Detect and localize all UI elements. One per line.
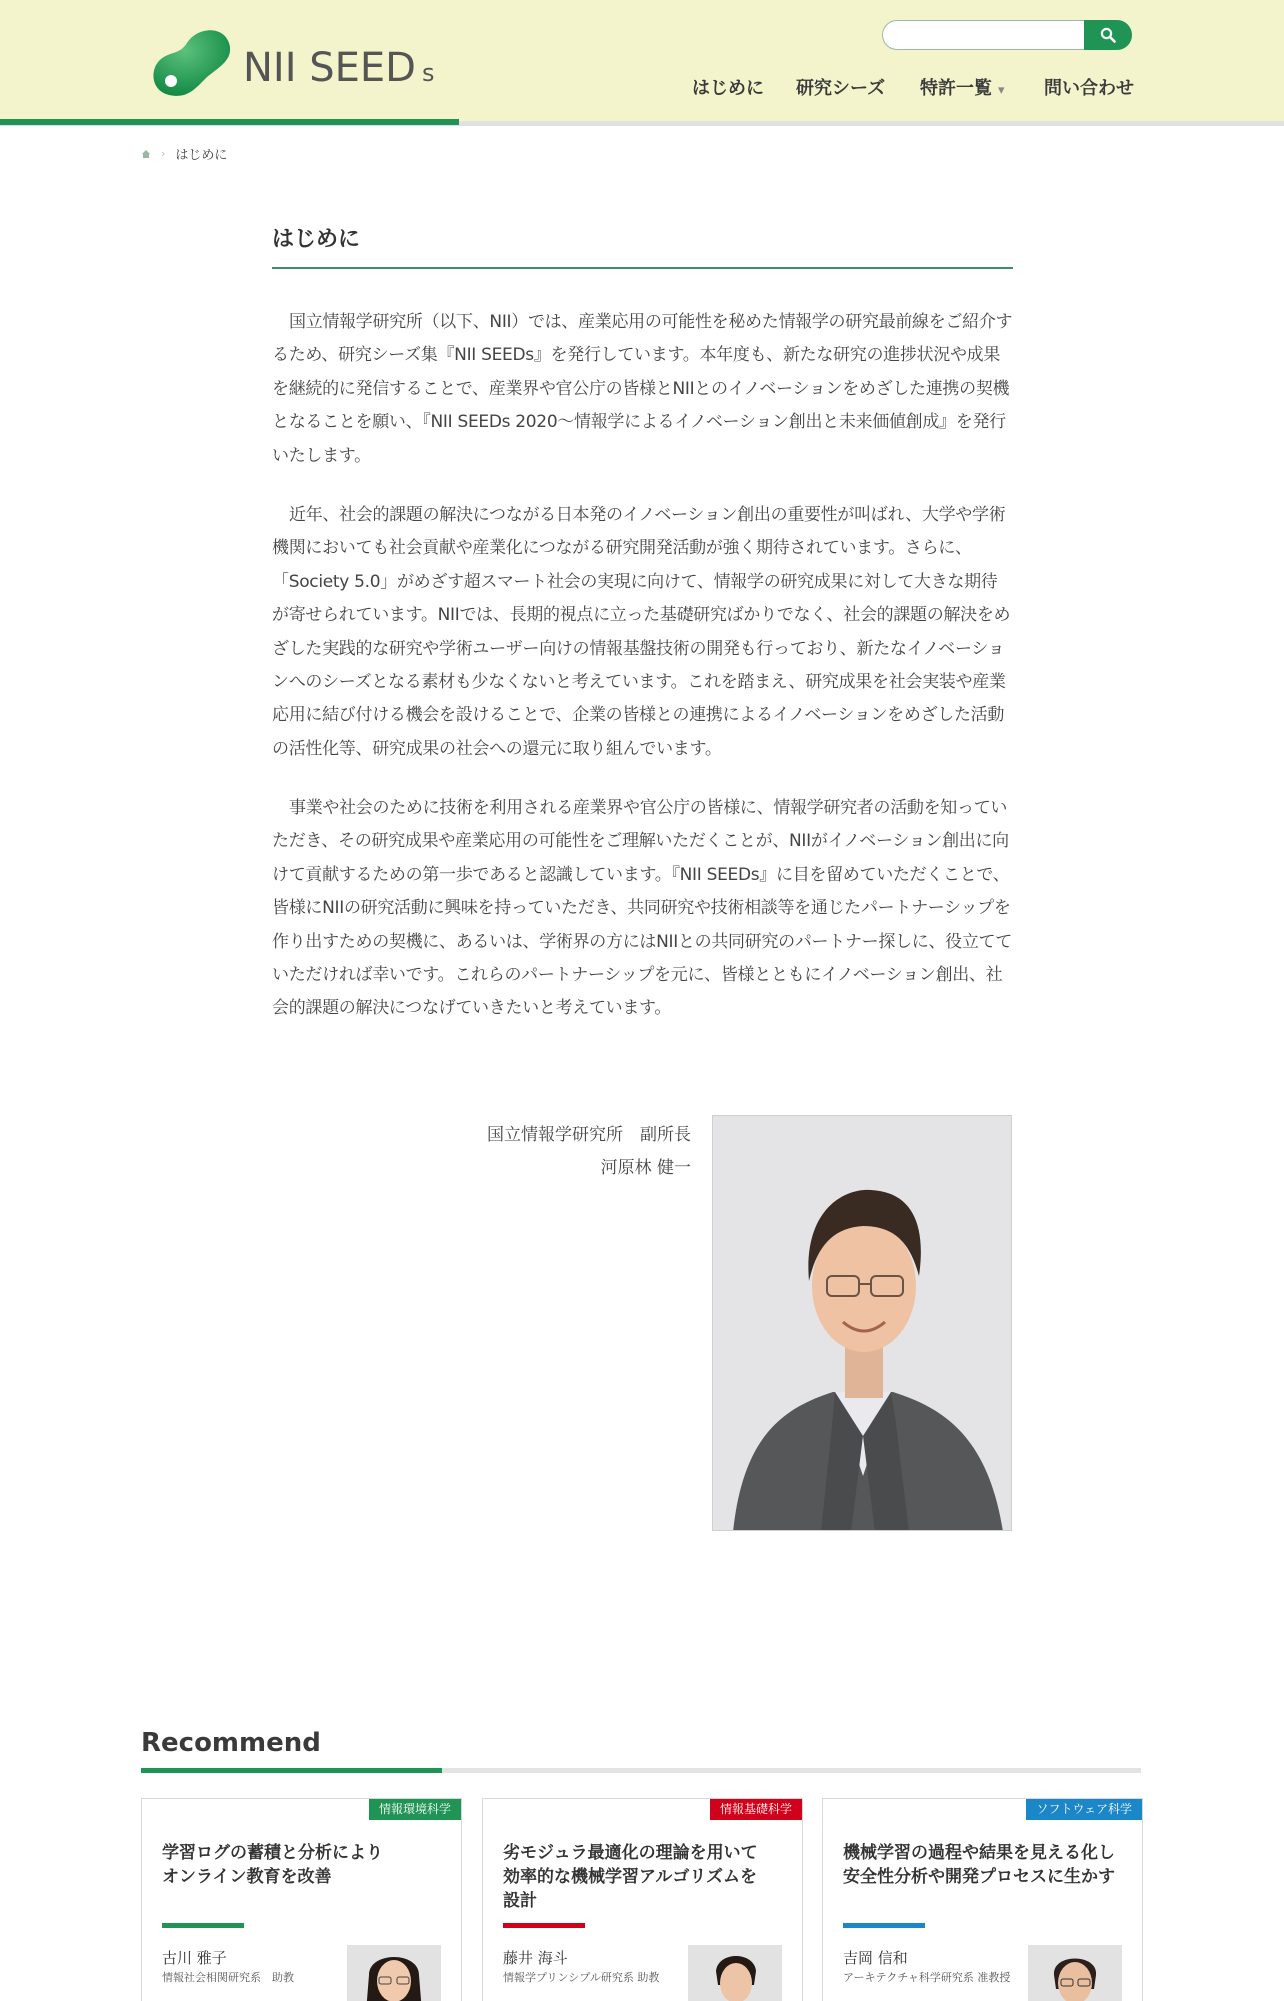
recommend-card[interactable]: [822, 1798, 1143, 2001]
researcher-dept: 情報社会相関研究系 助教: [162, 1971, 294, 1984]
chevron-right-icon: ›: [161, 147, 166, 160]
researcher-dept: アーキテクチャ科学研究系 准教授: [843, 1971, 1011, 1984]
card-accent-bar: [503, 1923, 585, 1928]
search-box: [882, 20, 1132, 50]
card-title: 劣モジュラ最適化の理論を用いて 効率的な機械学習アルゴリズムを 設計: [503, 1843, 758, 1911]
nav-item-contact[interactable]: 問い合わせ: [1044, 78, 1134, 99]
recommend-heading: Recommend: [141, 1728, 321, 1758]
researcher-name: 古川 雅子: [162, 1949, 227, 1967]
category-badge: 情報基礎科学: [710, 1799, 802, 1820]
recommend-accent-bar: [141, 1768, 442, 1773]
chevron-down-icon: ▾: [998, 83, 1005, 98]
recommend-card[interactable]: [141, 1798, 462, 2001]
signature-name: 河原林 健一: [600, 1158, 691, 1178]
search-icon: [1100, 27, 1116, 43]
search-input[interactable]: [882, 20, 1086, 50]
card-title: 機械学習の過程や結果を見える化し 安全性分析や開発プロセスに生かす: [843, 1843, 1115, 1887]
vice-director-portrait: [712, 1115, 1012, 1531]
logo-wordmark: NII SEED s: [243, 45, 435, 91]
researcher-photo: [1028, 1945, 1122, 2001]
intro-paragraph: 事業や社会のために技術を利用される産業界や官公庁の皆様に、情報学研究者の活動を知っていただき、その研究成果や産業応用の可能性をご理解いただくことが、NIIがイノベーション創出に向けて貢献するための第一歩であると認識しています。『NII SEEDs』に目を留めていただくことで、皆様にNIIの研究活動に興味を持っていただき、共同研究や技術相談等を通じたパートナーシップを作り出すための契機に、あるいは、学術界の方にはNIIとの共同研究のパートナー探しに、役立てていただければ幸いです。これらのパートナーシップを元に、皆様とともにイノベーション創出、社会的課題の解決につなげていきたいと考えています。: [272, 798, 1012, 1019]
category-badge: 情報環境科学: [369, 1799, 461, 1820]
site-logo[interactable]: [149, 25, 449, 105]
card-accent-bar: [162, 1923, 244, 1928]
researcher-dept: 情報学プリンシプル研究系 助教: [503, 1971, 660, 1984]
researcher-photo: [347, 1945, 441, 2001]
nav-item-intro[interactable]: はじめに: [692, 78, 764, 99]
page-title: はじめに: [272, 227, 361, 252]
nav-item-patents-label: 特許一覧: [920, 78, 992, 99]
category-badge: ソフトウェア科学: [1026, 1799, 1142, 1820]
card-title: 学習ログの蓄積と分析により オンライン教育を改善: [162, 1843, 383, 1887]
breadcrumb-current: はじめに: [175, 148, 228, 163]
signature-title: 国立情報学研究所 副所長: [487, 1125, 691, 1145]
researcher-photo: [688, 1945, 782, 2001]
card-accent-bar: [843, 1923, 925, 1928]
home-icon[interactable]: [141, 149, 151, 159]
intro-paragraph: 近年、社会的課題の解決につながる日本発のイノベーション創出の重要性が叫ばれ、大学や学術機関においても社会貢献や産業化につながる研究開発活動が強く期待されています。さらに、「Society 5.0」がめざす超スマート社会の実現に向けて、情報学の研究成果に対して大きな期待が寄せられています。NIIでは、長期的視点に立った基礎研究ばかりでなく、社会的課題の解決をめざした実践的な研究や学術ユーザー向けの情報基盤技術の開発も行っており、新たなイノベーションへのシーズとなる素材も少なくないと考えています。これを踏まえ、研究成果を社会実装や産業応用に結び付ける機会を設けることで、企業の皆様との連携によるイノベーションをめざした活動の活性化等、研究成果の社会への還元に取り組んでいます。: [272, 505, 1011, 759]
nav-item-seeds[interactable]: 研究シーズ: [796, 78, 886, 99]
researcher-name: 藤井 海斗: [503, 1949, 568, 1967]
search-button[interactable]: [1084, 20, 1132, 50]
intro-paragraph: 国立情報学研究所（以下、NII）では、産業応用の可能性を秘めた情報学の研究最前線をご紹介するため、研究シーズ集『NII SEEDs』を発行しています。本年度も、新たな研究の進捗状況や成果を継続的に発信することで、産業界や官公庁の皆様とNIIとのイノベーションをめざした連携の契機となることを願い、『NII SEEDs 2020～情報学によるイノベーション創出と未来価値創成』を発行いたします。: [272, 312, 1013, 466]
recommend-card[interactable]: [482, 1798, 803, 2001]
header-accent-bar: [0, 119, 459, 125]
title-divider: [272, 267, 1013, 269]
nav-item-patents[interactable]: [920, 74, 1005, 100]
logo-blob-icon: [149, 25, 233, 99]
researcher-name: 吉岡 信和: [843, 1949, 908, 1967]
site-header: [0, 0, 1284, 121]
breadcrumb: [141, 144, 227, 163]
